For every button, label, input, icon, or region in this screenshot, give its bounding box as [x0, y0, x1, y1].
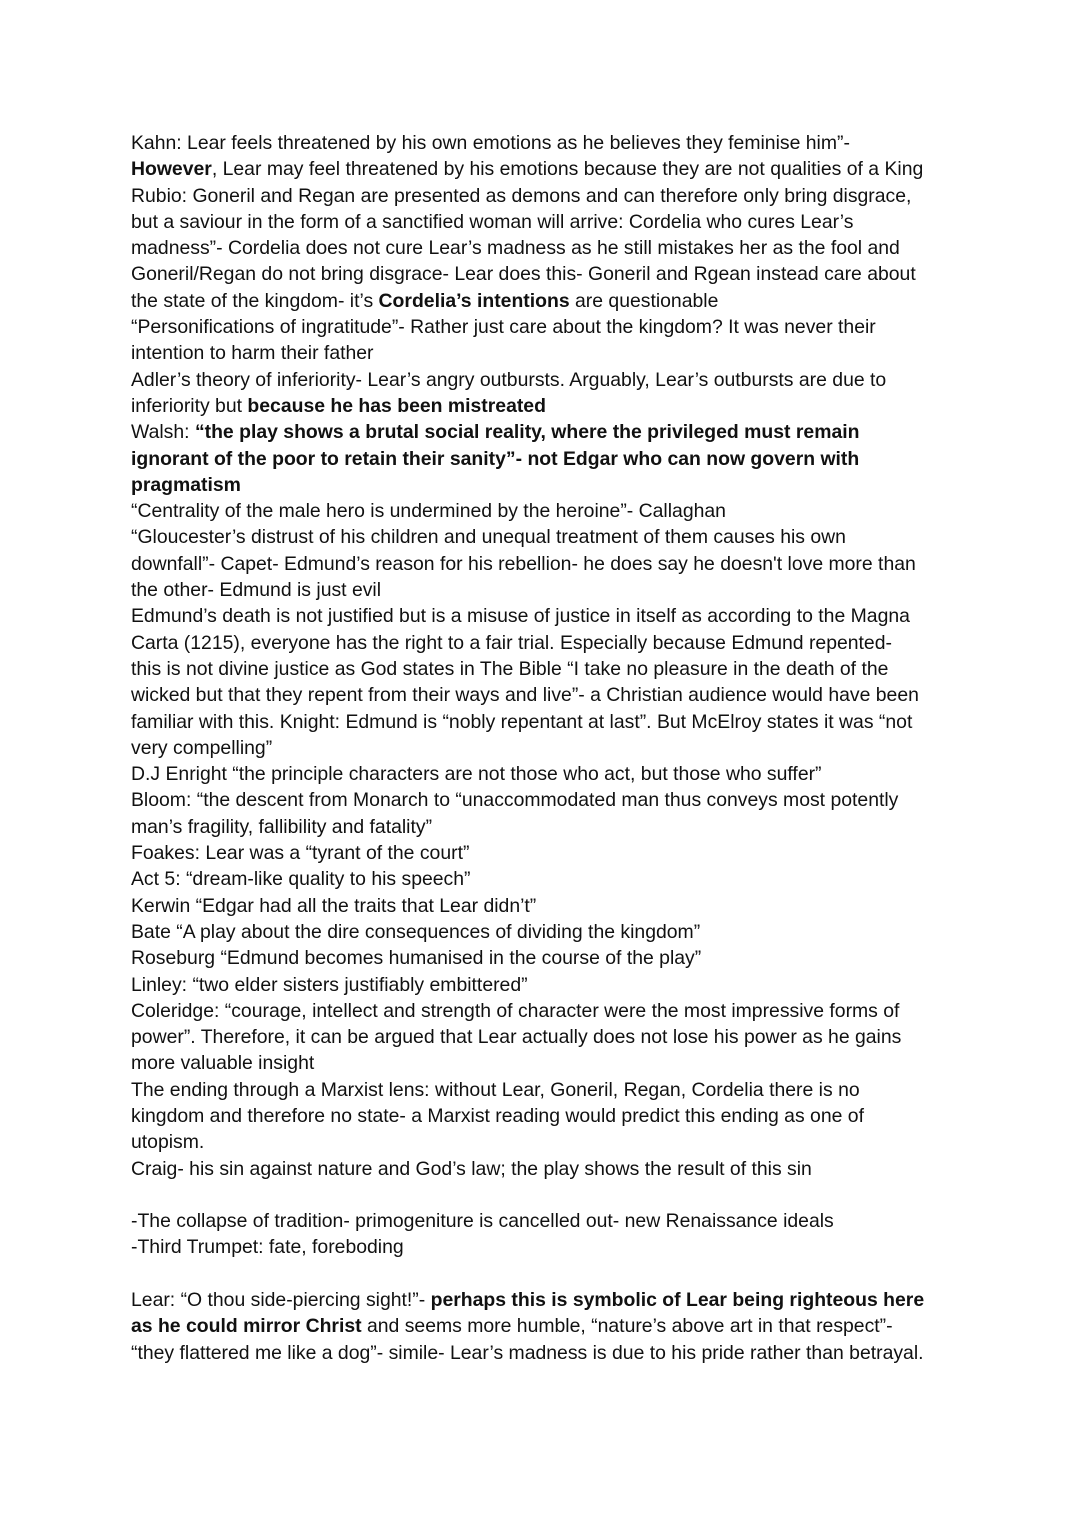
text-line [131, 419, 961, 445]
text-segment: downfall”- Capet- Edmund’s reason for his rebellion- he does say he doesn't love more than [131, 552, 916, 575]
text-line [131, 1129, 961, 1155]
text-segment: madness”- Cordelia does not cure Lear’s madness as he still mistakes her as the fool and [131, 237, 900, 260]
text-line [131, 814, 961, 840]
text-segment: Goneril/Regan do not bring disgrace- Lear does this- Goneril and Rgean instead care about [131, 263, 916, 286]
text-line [131, 183, 961, 209]
text-segment: Coleridge: “courage, intellect and strength of character were the most impressive forms of [131, 999, 900, 1022]
text-line [131, 735, 961, 761]
text-line [131, 577, 961, 603]
text-segment: more valuable insight [131, 1052, 315, 1075]
text-line [131, 603, 961, 629]
text-segment: -Third Trumpet: fate, foreboding [131, 1236, 404, 1259]
text-line [131, 945, 961, 971]
text-line [131, 630, 961, 656]
text-line [131, 472, 961, 498]
text-line [131, 761, 961, 787]
text-segment: kingdom and therefore no state- a Marxist reading would predict this ending as one of [131, 1104, 864, 1127]
text-line [131, 393, 961, 419]
text-line [131, 866, 961, 892]
text-line [131, 367, 961, 393]
text-segment: “they flattered me like a dog”- simile- Lear’s madness is due to his pride rather than betrayal. [131, 1341, 924, 1364]
text-segment: the state of the kingdom- it’s [131, 289, 379, 312]
text-segment: Craig- his sin against nature and God’s law; the play shows the result of this sin [131, 1157, 812, 1180]
text-line [131, 1156, 961, 1182]
text-line [131, 498, 961, 524]
text-segment: very compelling” [131, 736, 273, 759]
text-line [131, 656, 961, 682]
text-line [131, 972, 961, 998]
text-line [131, 840, 961, 866]
text-segment: Linley: “two elder sisters justifiably embittered” [131, 973, 528, 996]
text-segment: familiar with this. Knight: Edmund is “nobly repentant at last”. But McElroy states it was “not [131, 710, 913, 733]
text-segment: Roseburg “Edmund becomes humanised in the course of the play” [131, 947, 702, 970]
text-segment: Adler’s theory of inferiority- Lear’s angry outbursts. Arguably, Lear’s outbursts are due to [131, 368, 887, 391]
text-segment: Walsh: [131, 421, 195, 444]
text-line [131, 682, 961, 708]
text-segment: “Personifications of ingratitude”- Rather just care about the kingdom? It was never their [131, 316, 876, 339]
text-line [131, 787, 961, 813]
text-line [131, 709, 961, 735]
text-line [131, 156, 961, 182]
text-line [131, 998, 961, 1024]
text-line [131, 551, 961, 577]
text-line [131, 1103, 961, 1129]
text-segment: Carta (1215), everyone has the right to a fair trial. Especially because Edmund repented- [131, 631, 892, 654]
bold-text-segment: perhaps this is symbolic of Lear being righteous here [430, 1289, 925, 1312]
bold-text-segment: as he could mirror Christ [131, 1315, 362, 1338]
text-line [131, 1287, 961, 1313]
text-segment: Bloom: “the descent from Monarch to “unaccommodated man thus conveys most potently [131, 789, 899, 812]
bold-text-segment: ignorant of the poor to retain their sanity”- not Edgar who can now govern with [131, 447, 860, 470]
text-segment: are questionable [569, 289, 719, 312]
text-line [131, 340, 961, 366]
text-line [131, 1208, 961, 1234]
text-segment: utopism. [131, 1131, 205, 1154]
bold-text-segment: However [131, 158, 212, 181]
text-segment: “Centrality of the male hero is undermined by the heroine”- Callaghan [131, 500, 726, 523]
text-segment: Foakes: Lear was a “tyrant of the court” [131, 842, 470, 865]
text-segment: but a saviour in the form of a sanctified woman will arrive: Cordelia who cures Lear’s [131, 210, 854, 233]
text-line [131, 314, 961, 340]
text-segment: The ending through a Marxist lens: without Lear, Goneril, Regan, Cordelia there is no [131, 1078, 860, 1101]
text-line [131, 446, 961, 472]
text-line [131, 235, 961, 261]
text-line [131, 1340, 961, 1366]
text-line [131, 288, 961, 314]
text-segment: man’s fragility, fallibility and fatality” [131, 815, 433, 838]
text-line [131, 1024, 961, 1050]
text-segment: Kahn: Lear feels threatened by his own emotions as he believes they feminise him”- [131, 132, 850, 154]
document-page [131, 130, 961, 1366]
text-segment: inferiority but [131, 394, 248, 417]
text-line [131, 1313, 961, 1339]
text-line [131, 524, 961, 550]
text-line [131, 1050, 961, 1076]
text-segment: power”. Therefore, it can be argued that Lear actually does not lose his power as he gains [131, 1026, 902, 1049]
text-segment: “Gloucester’s distrust of his children and unequal treatment of them causes his own [131, 526, 846, 549]
bold-text-segment: because he has been mistreated [247, 394, 546, 417]
text-line [131, 893, 961, 919]
text-segment: , Lear may feel threatened by his emotions because they are not qualities of a King [211, 158, 924, 181]
text-line [131, 261, 961, 287]
bold-text-segment: Cordelia’s intentions [378, 289, 570, 312]
bold-text-segment: “the play shows a brutal social reality, where the privileged must remain [194, 421, 860, 444]
text-segment: Kerwin “Edgar had all the traits that Lear didn’t” [131, 894, 537, 917]
text-line [131, 1077, 961, 1103]
blank-line [131, 1261, 961, 1287]
blank-line [131, 1182, 961, 1208]
text-segment: wicked but that they repent from their ways and live”- a Christian audience would have been [131, 684, 919, 707]
text-segment: D.J Enright “the principle characters are not those who act, but those who suffer” [131, 763, 822, 786]
text-line [131, 919, 961, 945]
bold-text-segment: pragmatism [131, 473, 241, 496]
text-line [131, 1234, 961, 1260]
text-segment: and seems more humble, “nature’s above art in that respect”- [361, 1315, 893, 1338]
text-segment: Edmund’s death is not justified but is a misuse of justice in itself as according to the Magna [131, 605, 910, 628]
text-segment: -The collapse of tradition- primogeniture is cancelled out- new Renaissance ideals [131, 1210, 834, 1233]
text-line [131, 130, 961, 156]
text-segment: Bate “A play about the dire consequences of dividing the kingdom” [131, 920, 701, 943]
text-segment: the other- Edmund is just evil [131, 579, 382, 602]
text-segment: Rubio: Goneril and Regan are presented as demons and can therefore only bring disgrace, [131, 184, 912, 207]
text-segment: this is not divine justice as God states in The Bible “I take no pleasure in the death of the [131, 657, 889, 680]
text-line [131, 209, 961, 235]
text-segment: Act 5: “dream-like quality to his speech” [131, 868, 471, 891]
text-segment: Lear: “O thou side-piercing sight!”- [131, 1289, 431, 1312]
text-segment: intention to harm their father [131, 342, 374, 365]
